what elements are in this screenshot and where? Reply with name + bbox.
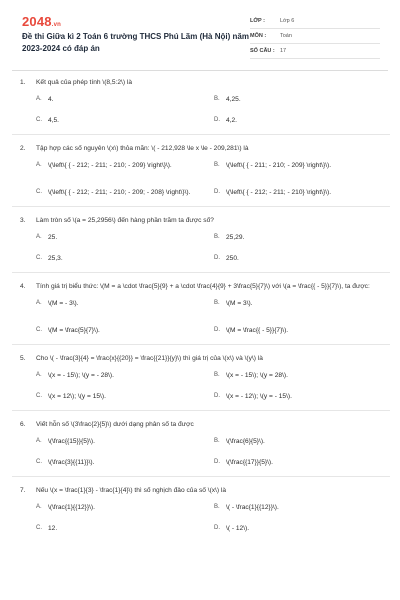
option-letter: A.	[36, 234, 42, 240]
option-letter: A.	[36, 504, 42, 510]
option-text: 25.	[48, 234, 58, 241]
option-text: \(\frac{3}{{11}}\).	[48, 459, 95, 466]
option-letter: C.	[36, 327, 42, 333]
answer-option[interactable]	[36, 95, 214, 104]
meta-value: Lớp 6	[280, 18, 295, 24]
question-header	[20, 354, 382, 363]
question-header	[20, 282, 382, 291]
option-letter: B.	[214, 372, 220, 378]
option-text: \(M = 3\).	[226, 300, 253, 307]
option-letter: B.	[214, 96, 220, 102]
site-logo[interactable]: 2048.vn	[22, 14, 62, 29]
option-text: \( - 12\).	[226, 525, 250, 532]
header	[0, 0, 400, 68]
option-letter: B.	[214, 234, 220, 240]
option-text: \(M = \frac{5}{7}\).	[48, 327, 100, 334]
question-header	[20, 144, 382, 153]
question-header	[20, 420, 382, 429]
question-list	[20, 78, 382, 533]
option-text: 25,29.	[226, 234, 245, 241]
question	[20, 420, 382, 477]
question-divider	[12, 134, 390, 135]
question-text: Viết hỗn số \(3\frac{2}{5}\) dưới dạng phân số ta được	[36, 421, 194, 428]
option-letter: D.	[214, 189, 220, 195]
option-letter: D.	[214, 255, 220, 261]
question-divider	[12, 476, 390, 477]
answer-option[interactable]	[36, 233, 214, 242]
question-header	[20, 78, 382, 87]
option-text: 25,3.	[48, 255, 63, 262]
meta-row-class	[250, 14, 380, 29]
option-text: \(\left\{ { - 212; - 211; - 210; - 209} \right\}\).	[48, 162, 172, 169]
question-number: 4.	[20, 283, 26, 290]
answer-option[interactable]	[36, 371, 214, 380]
question-text: Kết quả của phép tính \(8,5:2\) là	[36, 79, 133, 86]
answer-options	[36, 371, 382, 401]
answer-options	[36, 95, 382, 125]
answer-option[interactable]	[214, 524, 392, 533]
answer-option[interactable]	[36, 503, 214, 512]
question-divider	[12, 206, 390, 207]
option-letter: B.	[214, 504, 220, 510]
answer-options	[36, 161, 382, 197]
question-number: 3.	[20, 217, 26, 224]
option-text: 4,5.	[48, 117, 59, 124]
header-divider	[12, 70, 388, 71]
meta-row-count	[250, 44, 380, 59]
option-text: 4,2.	[226, 117, 237, 124]
question-header	[20, 216, 382, 225]
option-letter: A.	[36, 96, 42, 102]
option-letter: B.	[214, 300, 220, 306]
answer-option[interactable]	[36, 254, 214, 263]
option-text: \(\frac{{17}}{5}\).	[226, 459, 273, 466]
answer-option[interactable]	[36, 524, 214, 533]
option-text: \(\left\{ { - 212; - 211; - 210} \right\}\).	[226, 189, 332, 196]
answer-option[interactable]	[214, 116, 392, 125]
option-text: \(\left\{ { - 212; - 211; - 210; - 209; - 208} \right\}\).	[48, 189, 191, 196]
option-letter: A.	[36, 300, 42, 306]
answer-option[interactable]	[214, 299, 392, 308]
answer-option[interactable]	[36, 392, 214, 401]
option-letter: A.	[36, 162, 42, 168]
option-text: \(\frac{6}{5}\).	[226, 438, 265, 445]
option-text: \(x = - 15\); \(y = 28\).	[226, 372, 288, 379]
question	[20, 144, 382, 207]
question-number: 1.	[20, 79, 26, 86]
question-divider	[12, 344, 390, 345]
option-text: \(\left\{ { - 211; - 210; - 209} \right\}\).	[226, 162, 332, 169]
option-text: \(\frac{1}{{12}}\).	[48, 504, 95, 511]
option-letter: B.	[214, 162, 220, 168]
option-letter: C.	[36, 255, 42, 261]
question-text: Nếu \(x = \frac{1}{3} - \frac{1}{4}\) thì số nghịch đảo của số \(x\) là	[36, 487, 227, 494]
meta-key: MÔN :	[250, 33, 267, 39]
question	[20, 354, 382, 411]
answer-options	[36, 233, 382, 263]
answer-option[interactable]	[36, 458, 214, 467]
meta-key: LỚP :	[250, 18, 265, 24]
answer-option[interactable]	[214, 233, 392, 242]
meta-key: SỐ CÂU :	[250, 48, 275, 54]
option-letter: D.	[214, 327, 220, 333]
question	[20, 216, 382, 273]
answer-options	[36, 437, 382, 467]
answer-option[interactable]	[36, 299, 214, 308]
option-letter: C.	[36, 189, 42, 195]
option-letter: B.	[214, 438, 220, 444]
answer-option[interactable]	[214, 326, 392, 335]
option-text: 12.	[48, 525, 58, 532]
answer-options	[36, 503, 382, 533]
answer-option[interactable]	[214, 458, 392, 467]
question	[20, 486, 382, 533]
answer-option[interactable]	[36, 437, 214, 446]
page-title: Đề thi Giữa kì 2 Toán 6 trường THCS Phú Lãm (Hà Nội) năm 2023-2024 có đáp án	[22, 32, 249, 53]
option-letter: C.	[36, 459, 42, 465]
question-number: 7.	[20, 487, 26, 494]
option-letter: D.	[214, 117, 220, 123]
exam-meta	[250, 14, 380, 59]
option-text: \(x = 12\); \(y = 15\).	[48, 393, 106, 400]
option-letter: D.	[214, 459, 220, 465]
option-letter: C.	[36, 525, 42, 531]
option-text: \( - \frac{1}{{12}}\).	[226, 504, 279, 511]
question-header	[20, 486, 382, 495]
option-text: \(x = - 15\); \(y = - 28\).	[48, 372, 114, 379]
option-text: \(x = - 12\); \(y = - 15\).	[226, 393, 292, 400]
option-letter: A.	[36, 372, 42, 378]
question	[20, 282, 382, 345]
option-letter: D.	[214, 393, 220, 399]
option-letter: D.	[214, 525, 220, 531]
answer-option[interactable]	[214, 392, 392, 401]
meta-value: 17	[280, 48, 287, 54]
answer-option[interactable]	[214, 371, 392, 380]
question-number: 2.	[20, 145, 26, 152]
answer-options	[36, 299, 382, 335]
answer-option[interactable]	[214, 437, 392, 446]
answer-option[interactable]	[214, 161, 392, 170]
question-number: 5.	[20, 355, 26, 362]
option-letter: A.	[36, 438, 42, 444]
answer-option[interactable]	[36, 326, 214, 335]
option-text: \(M = - 3\).	[48, 300, 79, 307]
answer-option[interactable]	[36, 161, 214, 170]
answer-option[interactable]	[214, 503, 392, 512]
answer-option[interactable]	[36, 188, 214, 197]
question-text: Tập hợp các số nguyên \(x\) thỏa mãn: \( - 212,928 \le x \le - 209,281\) là	[36, 145, 249, 152]
option-text: 250.	[226, 255, 239, 262]
meta-value: Toán	[280, 33, 292, 39]
meta-row-subject	[250, 29, 380, 44]
question-text: Làm tròn số \(a = 25,2956\) đến hàng phần trăm ta được số?	[36, 217, 214, 224]
option-letter: C.	[36, 393, 42, 399]
answer-option[interactable]	[214, 95, 392, 104]
question-divider	[12, 272, 390, 273]
question-text: Cho \( - \frac{3}{4} = \frac{x}{{20}} = \frac{{21}}{y}\) thì giá trị của \(x\) và \(y\) là	[36, 355, 263, 362]
question-text: Tính giá trị biểu thức: \(M = a \cdot \frac{5}{9} + a \cdot \frac{4}{9} + 3\frac{5}{7}\) với \(a = \frac{{ - 5}}{7}\), ta được:	[36, 283, 370, 290]
option-text: \(\frac{{15}}{5}\).	[48, 438, 95, 445]
answer-option[interactable]	[214, 254, 392, 263]
option-text: 4.	[48, 96, 54, 103]
question	[20, 78, 382, 135]
option-letter: C.	[36, 117, 42, 123]
option-text: 4,25.	[226, 96, 241, 103]
question-divider	[12, 410, 390, 411]
question-number: 6.	[20, 421, 26, 428]
option-text: \(M = \frac{{ - 5}}{7}\).	[226, 327, 289, 334]
answer-option[interactable]	[214, 188, 392, 197]
answer-option[interactable]	[36, 116, 214, 125]
